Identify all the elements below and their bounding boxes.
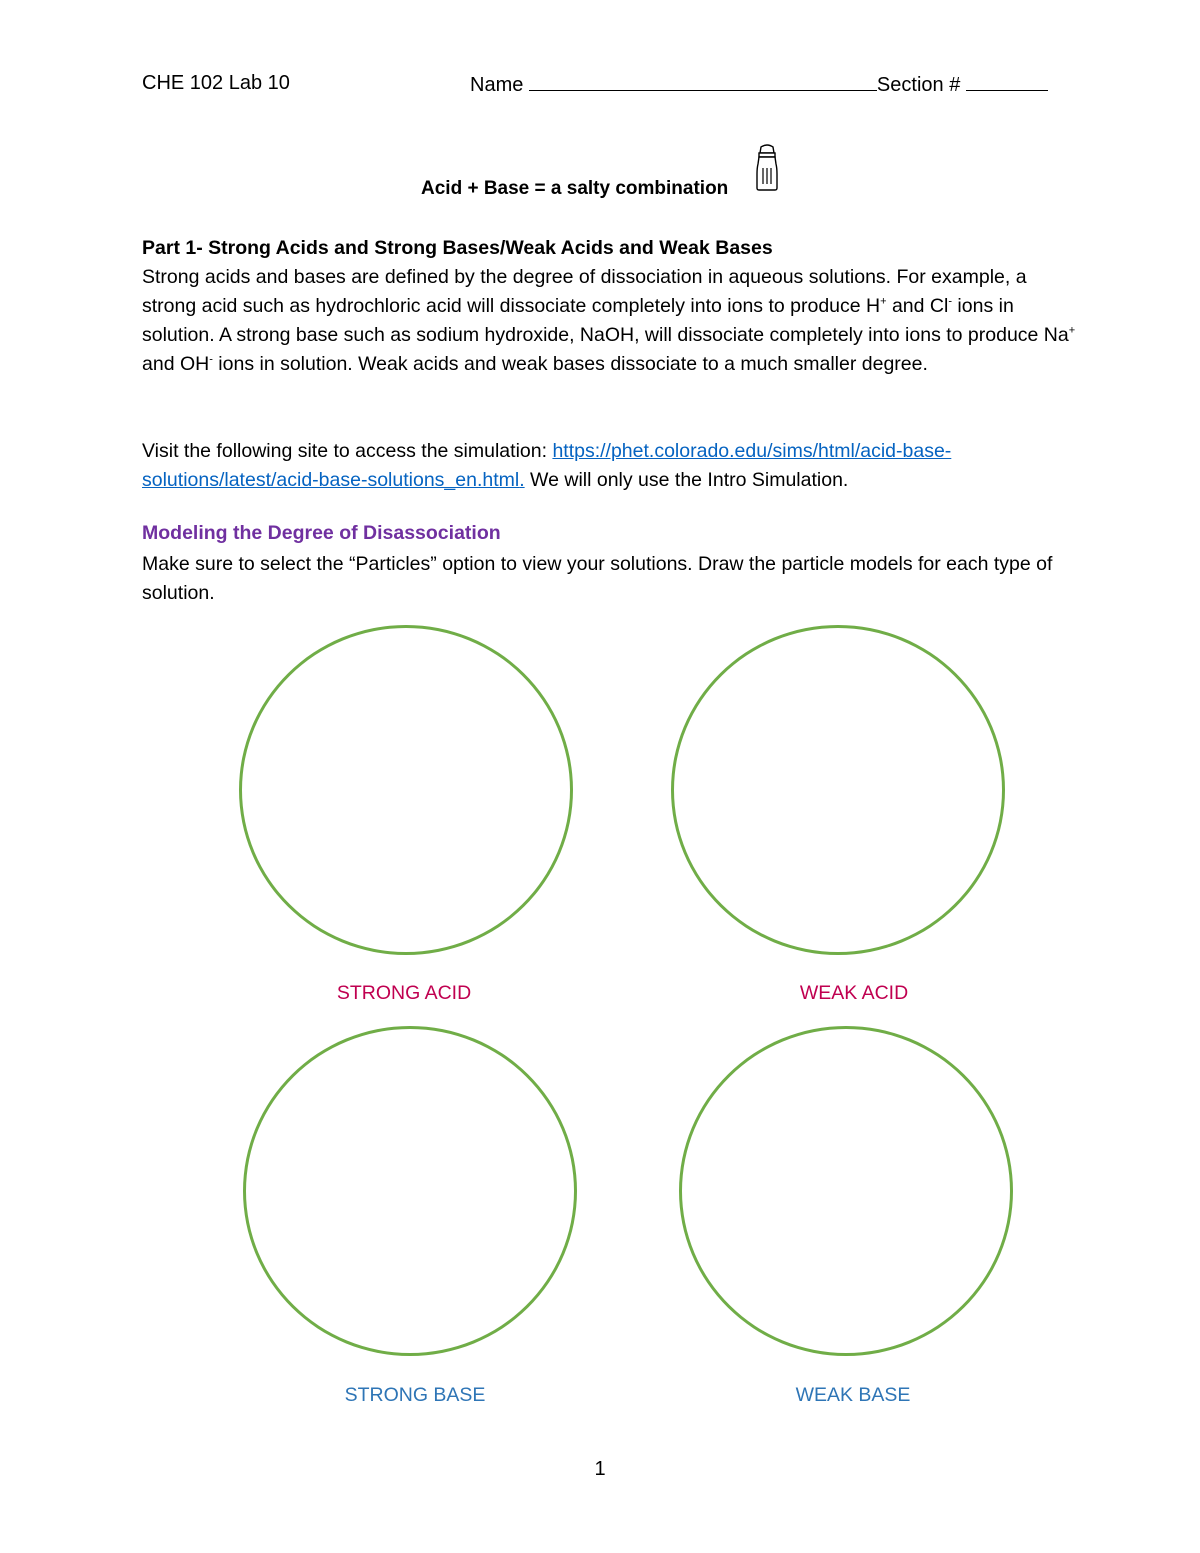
simulation-link[interactable]: https://phet.colorado.edu/sims/html/acid-base-solutions/latest/acid-base-solutions_en.html (142, 440, 952, 491)
strong-acid-circle[interactable] (239, 625, 573, 955)
title-text: Acid + Base = a salty combination (421, 178, 729, 199)
name-label: Name (470, 74, 524, 96)
para1-text-4: and OH (142, 353, 210, 375)
para1-text-1: Strong acids and bases are defined by the degree of dissociation in aqueous solutions. For example, a strong acid such as hydrochloric acid will dissociate completely into ions to produce H (142, 266, 1027, 317)
simulation-paragraph (142, 437, 1082, 495)
page-title (421, 178, 728, 200)
part1-paragraph (142, 263, 1082, 379)
name-blank[interactable] (529, 72, 877, 91)
weak-base-circle[interactable] (679, 1026, 1013, 1356)
strong-base-circle[interactable] (243, 1026, 577, 1356)
para1-text-2: and Cl (886, 295, 949, 317)
salt-shaker-icon (752, 144, 782, 192)
course-label: CHE 102 Lab 10 (142, 72, 290, 94)
weak-acid-circle[interactable] (671, 625, 1005, 955)
oh-minus-superscript: - (209, 353, 213, 366)
na-plus-superscript: + (1068, 324, 1076, 337)
section-blank[interactable] (966, 72, 1048, 91)
part1-heading: Part 1- Strong Acids and Strong Bases/Weak Acids and Weak Bases (142, 237, 773, 259)
modeling-instructions: Make sure to select the “Particles” option to view your solutions. Draw the particle models for each type of solution. (142, 553, 1053, 604)
link-dot: . (519, 469, 525, 491)
simulation-prefix: Visit the following site to access the simulation: (142, 440, 553, 462)
para1-text-3: ions in solution. A strong base such as sodium hydroxide, NaOH, will dissociate completely into ions to produce Na (142, 295, 1069, 346)
section-label: Section # (876, 74, 961, 96)
strong-acid-label: STRONG ACID (336, 982, 472, 1004)
strong-base-label: STRONG BASE (344, 1384, 486, 1406)
h-plus-superscript: + (880, 295, 887, 308)
weak-base-label: WEAK BASE (795, 1384, 911, 1406)
weak-acid-label: WEAK ACID (799, 982, 909, 1004)
page-number: 1 (594, 1458, 606, 1480)
para1-text-5: ions in solution. Weak acids and weak bases dissociate to a much smaller degree. (212, 353, 928, 375)
cl-minus-superscript: - (948, 295, 953, 308)
name-field[interactable] (470, 72, 1048, 97)
modeling-heading: Modeling the Degree of Disassociation (142, 522, 501, 544)
simulation-suffix: We will only use the Intro Simulation. (524, 469, 849, 491)
